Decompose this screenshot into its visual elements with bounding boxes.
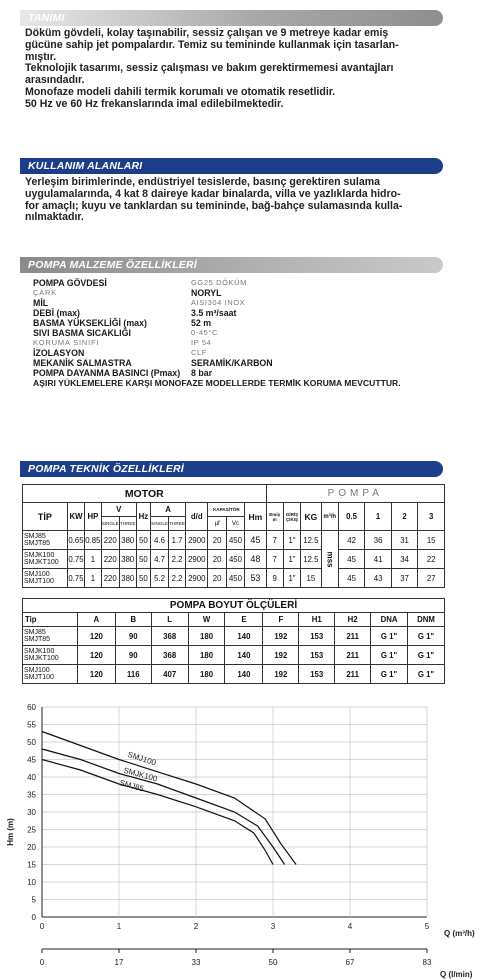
material-key: ÇARK — [33, 288, 58, 297]
hm-cell: 48 — [245, 550, 266, 569]
y-tick-label: 20 — [27, 843, 36, 852]
material-row — [33, 318, 453, 328]
tip-three: SMJKT100 — [24, 559, 59, 566]
tip-cell — [23, 531, 68, 550]
tip-three: SMJT100 — [24, 674, 54, 681]
v-single-cell: 220 — [101, 531, 119, 550]
emis-unit: m — [272, 516, 277, 522]
perf-cell: 31 — [391, 531, 417, 550]
material-key: MİL — [33, 298, 49, 308]
col-emis — [266, 503, 283, 531]
y-axis-label: Hm (m) — [6, 818, 15, 846]
tip-cell — [23, 627, 78, 646]
x2-tick-labels — [40, 958, 432, 967]
dim-cell: 368 — [151, 627, 188, 646]
col-a-single: SINGLE — [150, 517, 168, 531]
a-three-cell: 1.7 — [169, 531, 186, 550]
col-dd: d/d — [186, 503, 208, 531]
hz-cell: 50 — [136, 550, 150, 569]
hp-cell: 0.85 — [85, 531, 101, 550]
y-tick-label: 30 — [27, 808, 36, 817]
section-title: TANIMI — [28, 12, 65, 24]
material-value: 8 bar — [191, 368, 213, 378]
col-kw: KW — [67, 503, 84, 531]
col-q-05: 0.5 — [338, 503, 364, 531]
motor-header: MOTOR — [23, 485, 267, 503]
material-key: BASMA YÜKSEKLİĞİ (max) — [33, 318, 147, 328]
text-line: mıştır. — [25, 50, 57, 63]
y-tick-label: 35 — [27, 790, 36, 800]
table-row — [23, 550, 445, 569]
v-single-cell: 220 — [101, 550, 119, 569]
material-value: 0-45°C — [191, 328, 219, 337]
dim-cell: 153 — [299, 665, 335, 684]
tip-single: SMJ85 — [24, 532, 46, 540]
col-kapasitor: KAPASİTÖR — [208, 503, 245, 517]
dim-cell: 192 — [263, 665, 299, 684]
section-title: KULLANIM ALANLARI — [28, 160, 143, 172]
dim-cell: G 1" — [407, 627, 444, 646]
dim-col-header: F — [263, 613, 299, 627]
table-row — [23, 531, 445, 550]
hp-cell: 1 — [85, 550, 101, 569]
x2-axis-label: Q (l/min) — [440, 970, 473, 979]
tip-cell — [23, 569, 68, 588]
section-header-teknik — [20, 461, 443, 477]
dim-col-header: B — [115, 613, 151, 627]
section-header-kullanim — [20, 158, 443, 174]
text-line: nılmaktadır. — [25, 211, 84, 224]
col-giris-cikis — [283, 503, 300, 531]
text-line: Monofaze modeli dahili termik korumalı ve otomatik resetlidir. — [25, 85, 336, 98]
section-title: POMPA MALZEME ÖZELLİKLERİ — [28, 259, 197, 271]
dim-cell: 180 — [188, 627, 225, 646]
material-list — [33, 278, 453, 388]
performance-chart — [0, 690, 483, 979]
perf-cell: 27 — [418, 569, 445, 588]
material-value: NORYL — [191, 288, 222, 298]
perf-cell: 36 — [365, 531, 391, 550]
col-q-3: 3 — [418, 503, 445, 531]
v-three-cell: 380 — [119, 531, 136, 550]
giris-cell: 1" — [283, 531, 300, 550]
table-row — [23, 665, 445, 684]
emis-label: Emiş — [269, 511, 281, 517]
dim-cell: 211 — [335, 627, 371, 646]
dim-cell: 140 — [225, 665, 263, 684]
kw-cell: 0.75 — [67, 569, 84, 588]
material-key: İZOLASYON — [33, 348, 85, 358]
dim-cell: 116 — [115, 665, 151, 684]
perf-cell: 15 — [418, 531, 445, 550]
dim-cell: 407 — [151, 665, 188, 684]
dim-cell: 153 — [299, 627, 335, 646]
chart-grid — [39, 707, 427, 953]
emis-cell: 7 — [266, 531, 283, 550]
tip-cell — [23, 646, 78, 665]
hm-cell: 45 — [245, 531, 266, 550]
vc-cell: 450 — [226, 569, 244, 588]
material-value: 52 m — [191, 318, 212, 328]
header-bar — [20, 10, 443, 26]
tip-cell — [23, 550, 68, 569]
material-row — [33, 328, 453, 338]
material-row — [33, 288, 453, 298]
text-line: for amaçlı; kuyu ve tanklardan su temininde, bağ-bahçe sulamasında kulla- — [25, 199, 403, 212]
dim-cell: 180 — [188, 646, 225, 665]
dim-col-header: A — [77, 613, 115, 627]
dim-cell: 140 — [225, 627, 263, 646]
dim-col-header: E — [225, 613, 263, 627]
y-tick-label: 55 — [27, 720, 36, 730]
tip-single: SMJ100 — [24, 666, 50, 674]
cikis-label: ÇIKIŞ — [285, 516, 299, 522]
section-header-malzeme — [20, 257, 443, 273]
dim-cell: 192 — [263, 646, 299, 665]
col-q-1: 1 — [365, 503, 391, 531]
kg-cell: 12.5 — [301, 550, 321, 569]
material-value: SERAMİK/KARBON — [191, 358, 273, 368]
table-row — [23, 569, 445, 588]
x-tick-label: 1 — [116, 922, 122, 931]
material-value: AISI304 INOX — [191, 298, 246, 307]
y-tick-label: 0 — [31, 913, 36, 922]
tip-three: SMJT85 — [24, 540, 51, 547]
tanimi-text — [25, 28, 445, 111]
giris-label: GİRİŞ — [285, 511, 299, 517]
dim-cell: G 1" — [407, 646, 444, 665]
v-single-cell: 220 — [101, 569, 119, 588]
dim-cell: 153 — [299, 646, 335, 665]
col-v-three: THREE — [119, 517, 136, 531]
dd-cell: 2900 — [186, 531, 208, 550]
perf-cell: 45 — [338, 550, 364, 569]
giris-cell: 1" — [283, 550, 300, 569]
dim-col-header: DNM — [407, 613, 444, 627]
dim-cell: G 1" — [371, 627, 408, 646]
perf-cell: 45 — [338, 569, 364, 588]
col-q-2: 2 — [391, 503, 417, 531]
tip-single: SMJ85 — [24, 628, 46, 636]
dim-cell: 120 — [77, 627, 115, 646]
x2-tick-label: 83 — [422, 958, 432, 967]
col-v: V — [101, 503, 136, 517]
mss-label: mss — [325, 550, 335, 568]
x2-tick-label: 67 — [345, 958, 355, 967]
kw-cell: 0.65 — [67, 531, 84, 550]
table-row — [23, 627, 445, 646]
x-tick-label: 0 — [39, 922, 45, 931]
y-tick-label: 25 — [27, 825, 36, 835]
series-label: SMJ85 — [118, 778, 145, 794]
pompa-header: POMPA — [266, 485, 444, 503]
tip-single: SMJK100 — [24, 647, 55, 655]
col-uf: µf — [208, 517, 226, 531]
dim-cell: 211 — [335, 665, 371, 684]
material-key: SIVI BASMA SICAKLIĞI — [33, 328, 131, 338]
a-single-cell: 4.6 — [150, 531, 168, 550]
material-key: DEBİ (max) — [33, 308, 80, 318]
x2-tick-label: 17 — [114, 958, 124, 967]
a-single-cell: 4.7 — [150, 550, 168, 569]
dim-cell: 140 — [225, 646, 263, 665]
uf-cell: 20 — [208, 531, 226, 550]
tip-single: SMJ100 — [24, 570, 50, 578]
col-tip: TİP — [23, 503, 68, 531]
y-tick-label: 50 — [27, 738, 36, 747]
material-row — [33, 308, 453, 318]
tip-three: SMJT85 — [24, 636, 51, 643]
dim-col-header: L — [151, 613, 188, 627]
mss-cell — [321, 531, 338, 588]
text-line: uygulamalarında, 4 kat 8 daireye kadar binalarda, villa ve yazlıklarda hidro- — [25, 187, 401, 200]
dim-col-header: W — [188, 613, 225, 627]
kg-cell: 12.5 — [301, 531, 321, 550]
material-key: POMPA GÖVDESİ — [33, 278, 107, 288]
v-three-cell: 380 — [119, 550, 136, 569]
a-single-cell: 5.2 — [150, 569, 168, 588]
perf-cell: 41 — [365, 550, 391, 569]
material-row — [33, 338, 453, 348]
material-value: IP 54 — [191, 338, 212, 347]
text-line: Teknolojik tasarımı, sessiz çalışması ve bakım gerektirmemesi avantajları — [25, 62, 394, 75]
dim-cell: G 1" — [371, 646, 408, 665]
perf-cell: 22 — [418, 550, 445, 569]
material-note-row — [33, 378, 453, 388]
dimension-header-row — [23, 613, 445, 627]
kullanim-text — [25, 177, 445, 224]
text-line: Yerleşim birimlerinde, endüstriyel tesislerde, basınç gerektiren sulama — [25, 176, 381, 188]
dim-cell: 120 — [77, 646, 115, 665]
material-value: CLF — [191, 348, 207, 357]
x-tick-labels — [40, 922, 430, 931]
section-header-tanimi — [20, 10, 443, 26]
hz-cell: 50 — [136, 569, 150, 588]
dim-col-header: DNA — [371, 613, 408, 627]
col-kg: KG — [301, 503, 321, 531]
tip-three: SMJT100 — [24, 578, 54, 585]
hz-cell: 50 — [136, 531, 150, 550]
y-tick-label: 5 — [31, 895, 36, 905]
thermal-protection-note: AŞIRI YÜKLEMELERE KARŞI MONOFAZE MODELLERDE TERMİK KORUMA MEVCUTTUR. — [33, 378, 401, 388]
dd-cell: 2900 — [186, 550, 208, 569]
text-line: gücüne sahip jet pompalardır. Temiz su temininde kullanmak için tasarlan- — [25, 38, 399, 51]
emis-cell: 7 — [266, 550, 283, 569]
text-line: Döküm gövdeli, kolay taşınabilir, sessiz çalışan ve 9 metreye kadar emiş — [25, 27, 389, 39]
y-tick-label: 40 — [27, 773, 36, 782]
x2-tick-label: 50 — [268, 958, 278, 967]
material-row — [33, 368, 453, 378]
perf-cell: 34 — [391, 550, 417, 569]
col-a: A — [150, 503, 185, 517]
technical-table — [22, 484, 445, 588]
text-line: arasındadır. — [25, 74, 85, 87]
vc-cell: 450 — [226, 550, 244, 569]
hm-cell: 53 — [245, 569, 266, 588]
emis-cell: 9 — [266, 569, 283, 588]
material-row — [33, 278, 453, 288]
material-row — [33, 348, 453, 358]
dim-cell: 368 — [151, 646, 188, 665]
kg-cell: 15 — [301, 569, 321, 588]
perf-cell: 37 — [391, 569, 417, 588]
x-tick-label: 3 — [270, 922, 276, 931]
dim-cell: 90 — [115, 646, 151, 665]
series-label: SMJK100 — [122, 765, 159, 784]
material-value: 3.5 m³/saat — [191, 308, 237, 318]
dim-cell: G 1" — [371, 665, 408, 684]
x-tick-label: 5 — [424, 922, 430, 931]
dim-cell: 192 — [263, 627, 299, 646]
y-tick-label: 60 — [27, 703, 36, 712]
tip-single: SMJK100 — [24, 551, 55, 559]
vc-cell: 450 — [226, 531, 244, 550]
x-axis-label: Q (m³/h) — [444, 929, 475, 938]
y-tick-label: 45 — [27, 755, 36, 765]
series-label: SMJ100 — [126, 749, 158, 768]
perf-cell: 42 — [338, 531, 364, 550]
a-three-cell: 2.2 — [169, 569, 186, 588]
uf-cell: 20 — [208, 569, 226, 588]
dim-cell: 90 — [115, 627, 151, 646]
uf-cell: 20 — [208, 550, 226, 569]
material-row — [33, 298, 453, 308]
dimension-table — [22, 598, 445, 684]
giris-cell: 1" — [283, 569, 300, 588]
y-tick-labels — [27, 703, 36, 922]
col-vc: Vc — [226, 517, 244, 531]
v-three-cell: 380 — [119, 569, 136, 588]
dim-cell: 211 — [335, 646, 371, 665]
perf-cell: 43 — [365, 569, 391, 588]
table-row — [23, 646, 445, 665]
material-row — [33, 358, 453, 368]
material-key: KORUMA SINIFI — [33, 338, 100, 347]
dim-cell: G 1" — [407, 665, 444, 684]
col-hp: HP — [85, 503, 101, 531]
hp-cell: 1 — [85, 569, 101, 588]
dimension-title: POMPA BOYUT ÖLÇÜLERİ — [23, 599, 445, 613]
dim-col-header: Tip — [23, 613, 78, 627]
dim-cell: 180 — [188, 665, 225, 684]
kw-cell: 0.75 — [67, 550, 84, 569]
x-tick-label: 4 — [347, 922, 353, 931]
col-hz: Hz — [136, 503, 150, 531]
col-hm: Hm — [245, 503, 266, 531]
tip-cell — [23, 665, 78, 684]
material-value: GG25 DÖKÜM — [191, 278, 248, 287]
dim-cell: 120 — [77, 665, 115, 684]
section-title: POMPA TEKNİK ÖZELLİKLERİ — [28, 463, 184, 475]
dim-col-header: H2 — [335, 613, 371, 627]
x2-tick-label: 33 — [191, 958, 201, 967]
col-a-three: THREE — [169, 517, 186, 531]
col-v-single: SINGLE — [101, 517, 119, 531]
material-key: MEKANİK SALMASTRA — [33, 358, 132, 368]
a-three-cell: 2.2 — [169, 550, 186, 569]
dim-col-header: H1 — [299, 613, 335, 627]
y-tick-label: 10 — [27, 878, 36, 887]
col-q: m³/h — [321, 503, 338, 531]
chart-series — [42, 732, 296, 865]
material-key: POMPA DAYANMA BASINCI (Pmax) — [33, 368, 181, 378]
tip-three: SMJKT100 — [24, 655, 59, 662]
dd-cell: 2900 — [186, 569, 208, 588]
y-tick-label: 15 — [27, 860, 36, 870]
text-line: 50 Hz ve 60 Hz frekanslarında imal edilebilmektedir. — [25, 97, 284, 110]
x2-tick-label: 0 — [39, 958, 45, 967]
x-tick-label: 2 — [193, 922, 199, 931]
